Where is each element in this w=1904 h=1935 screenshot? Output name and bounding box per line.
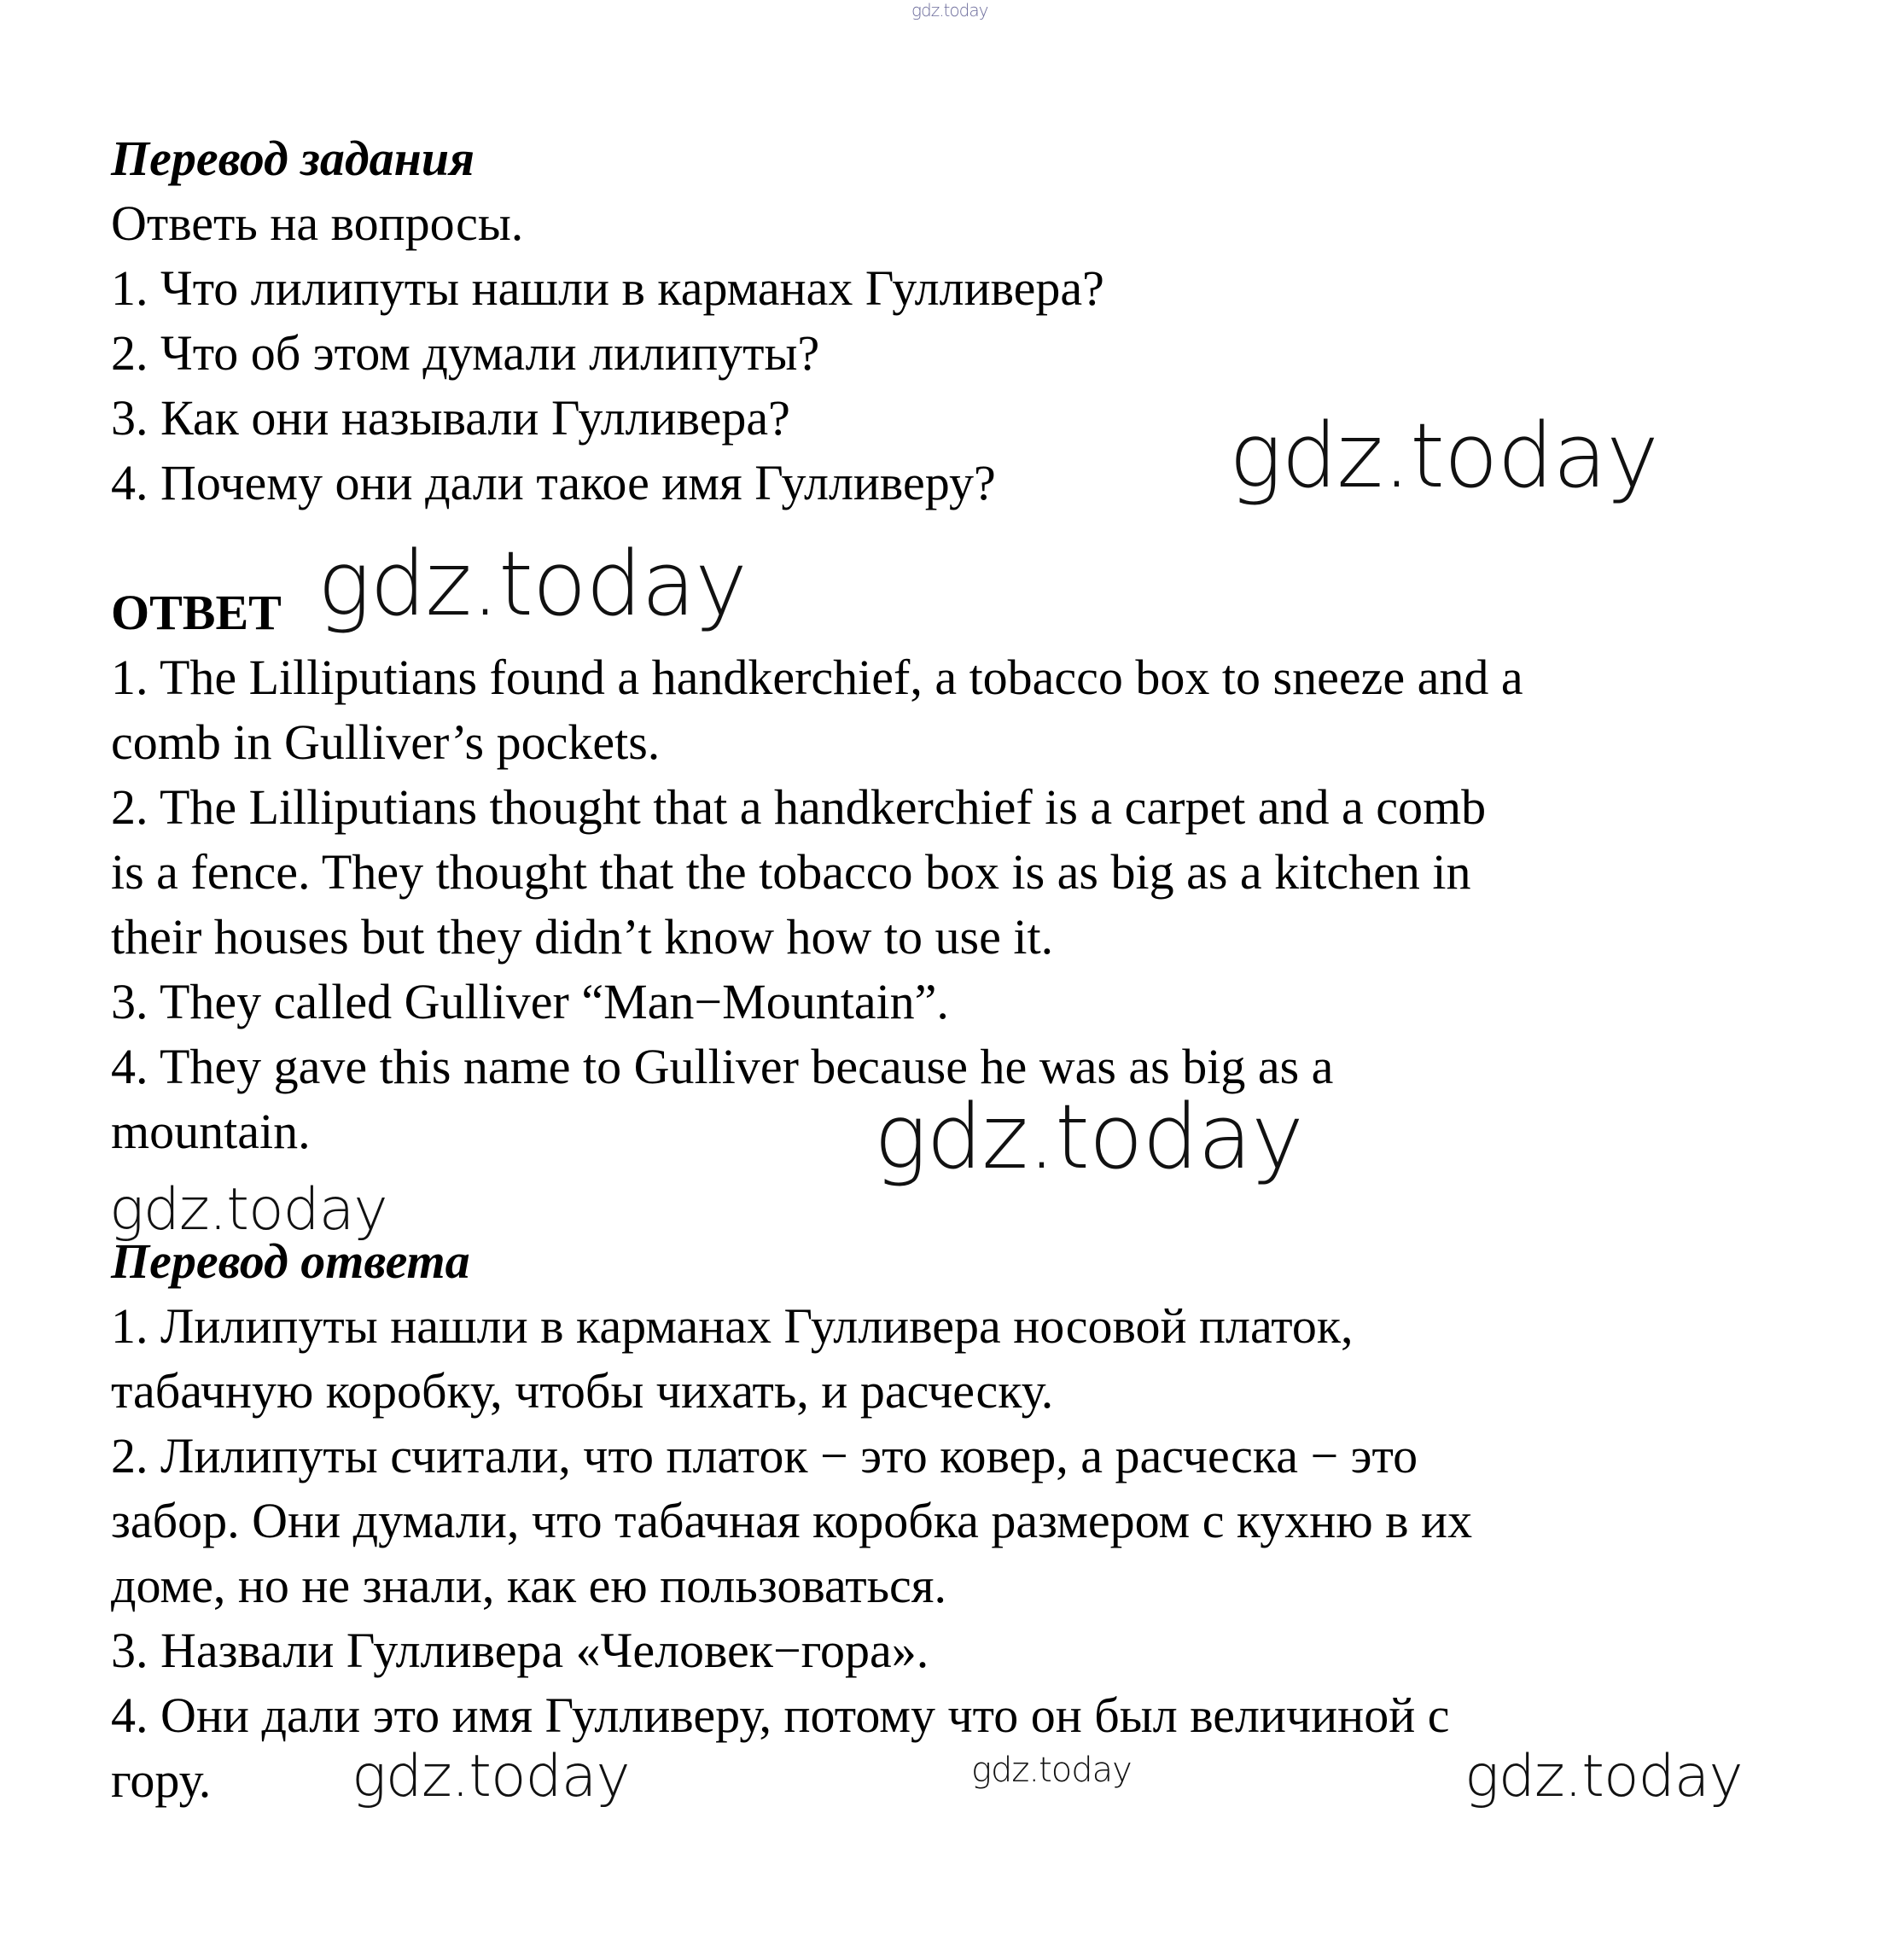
watermark: gdz.today bbox=[317, 532, 747, 636]
answer-line: comb in Gulliver’s pockets. bbox=[111, 714, 661, 770]
watermark: gdz.today bbox=[971, 1751, 1132, 1790]
answer-line: 3. They called Gulliver “Man−Mountain”. bbox=[111, 974, 949, 1029]
answer-line: their houses but they didn’t know how to use it. bbox=[111, 909, 1054, 965]
watermark: gdz.today bbox=[352, 1743, 630, 1810]
task-heading: Перевод задания bbox=[111, 131, 475, 186]
question-2: 2. Что об этом думали лилипуты? bbox=[111, 325, 820, 381]
translation-line: табачную коробку, чтобы чихать, и расческу. bbox=[111, 1363, 1054, 1419]
question-3: 3. Как они называли Гулливера? bbox=[111, 390, 790, 446]
answer-heading: ОТВЕТ bbox=[111, 585, 282, 640]
answer-line: 1. The Lilliputians found a handkerchief, a tobacco box to sneeze and a bbox=[111, 650, 1523, 705]
watermark: gdz.today bbox=[874, 1085, 1303, 1189]
translation-line: забор. Они думали, что табачная коробка размером с кухню в их bbox=[111, 1493, 1473, 1548]
translation-line: 2. Лилипуты считали, что платок − это ковер, а расческа − это bbox=[111, 1428, 1418, 1483]
answer-line: is a fence. They thought that the tobacco box is as big as a kitchen in bbox=[111, 844, 1471, 900]
watermark: gdz.today bbox=[911, 0, 988, 20]
watermark: gdz.today bbox=[1464, 1743, 1743, 1810]
answer-line: mountain. bbox=[111, 1104, 311, 1159]
translation-line: доме, но не знали, как ею пользоваться. bbox=[111, 1558, 946, 1613]
translation-line: гору. bbox=[111, 1752, 212, 1808]
translation-line: 3. Назвали Гулливера «Человек−гора». bbox=[111, 1623, 929, 1678]
answer-line: 4. They gave this name to Gulliver because he was as big as a bbox=[111, 1039, 1334, 1094]
answer-line: 2. The Lilliputians thought that a handkerchief is a carpet and a comb bbox=[111, 779, 1487, 835]
watermark: gdz.today bbox=[1229, 404, 1658, 508]
translation-line: 4. Они дали это имя Гулливеру, потому что он был величиной с bbox=[111, 1687, 1450, 1743]
task-intro: Ответь на вопросы. bbox=[111, 195, 524, 251]
question-1: 1. Что лилипуты нашли в карманах Гулливера? bbox=[111, 260, 1104, 316]
question-4: 4. Почему они дали такое имя Гулливеру? bbox=[111, 455, 996, 510]
watermark: gdz.today bbox=[109, 1176, 387, 1244]
document-body bbox=[111, 126, 1818, 1813]
translation-line: 1. Лилипуты нашли в карманах Гулливера носовой платок, bbox=[111, 1298, 1354, 1354]
translation-heading: Перевод ответа bbox=[111, 1233, 470, 1289]
